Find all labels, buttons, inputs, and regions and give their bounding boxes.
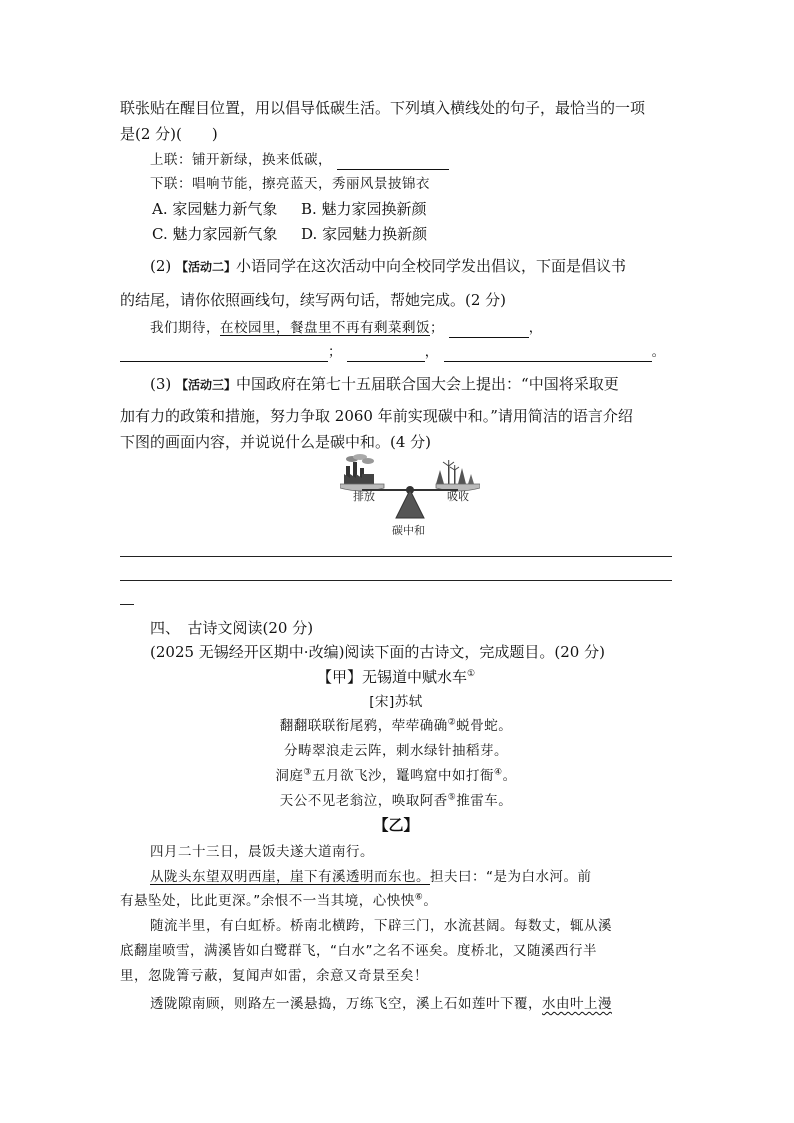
prose-line-3 <box>120 891 672 911</box>
option-b[interactable]: B. 魅力家园换新颜 <box>300 200 427 218</box>
carbon-neutrality-figure <box>340 452 480 542</box>
poem-title-note: ① <box>466 669 476 679</box>
figure-caption: 碳中和 <box>392 524 425 537</box>
poem-author: [宋]苏轼 <box>369 694 423 710</box>
section-source: (2025 无锡经开区期中·改编)阅读下面的古诗文，完成题目。(20 分) <box>150 643 605 661</box>
q2-text-1: 小语同学在这次活动中向全校同学发出倡议，下面是倡议书 <box>236 257 627 275</box>
q2-number: (2) <box>150 257 172 275</box>
section-heading: 四、 古诗文阅读(20 分) <box>150 619 314 637</box>
prose-line-3-a: 有悬坠处，比此更深。”余恨不一当其境，心怏怏 <box>120 893 415 909</box>
answer-line-2[interactable] <box>120 580 672 581</box>
poem-note-2: ② <box>447 717 457 728</box>
poem-title <box>120 667 672 687</box>
q2-period: 。 <box>651 344 666 360</box>
q3-activity-tag: 【活动三】 <box>176 378 237 392</box>
poem-line-1-a: 翻翻联联衔尾鸦，荦荦确确 <box>279 718 448 734</box>
option-d[interactable]: D. 家园魅力换新颜 <box>301 225 428 243</box>
question-intro-line-2: 是(2 分)( ) <box>120 125 218 143</box>
prose-line-7-a: 透陇隙南顾，则路左一溪悬捣，万练飞空，溪上石如莲叶下覆， <box>150 996 542 1012</box>
option-a[interactable]: A. 家园魅力新气象 <box>152 200 278 218</box>
q2-answer-line-1 <box>150 318 672 338</box>
q2-underlined-sentence: 在校园里，餐盘里不再有剩菜剩饭 <box>220 320 430 336</box>
answer-line-1[interactable] <box>120 556 672 557</box>
q3-number: (3) <box>150 375 172 393</box>
q2-prefix: 我们期待， <box>150 320 220 336</box>
factory-icon <box>344 454 374 484</box>
q2-line-2: 的结尾，请你依照画线句，续写两句话，帮她完成。(2 分) <box>120 291 507 309</box>
q3-line-3: 下图的画面内容，并说说什么是碳中和。(4 分) <box>120 433 432 451</box>
poem-line-4 <box>120 791 672 811</box>
poem-line-3-c: 。 <box>502 768 517 784</box>
figure-left-label: 排放 <box>353 490 375 503</box>
prose-line-3-b: 。 <box>423 893 438 909</box>
poem-line-3-b: 五月欲飞沙，鼍鸣窟中如打衙 <box>312 768 494 784</box>
poem-note-4: ④ <box>494 767 503 778</box>
poem-note-3: ③ <box>303 767 312 778</box>
option-row-1 <box>152 199 704 219</box>
q2-semicolon-1: ； <box>430 320 444 336</box>
poem-line-3 <box>120 766 672 786</box>
prose-underlined-sentence: 从陇头东望双明西崖，崖下有溪透明而东也。 <box>150 869 430 885</box>
q3-line-1 <box>150 374 672 395</box>
figure-right-label: 吸收 <box>447 490 469 503</box>
q3-line-2: 加有力的政策和措施，努力争取 2060 年前实现碳中和。”请用简洁的语言介绍 <box>120 407 633 425</box>
option-row-2 <box>152 224 704 244</box>
q2-line-1 <box>150 256 672 277</box>
couplet-upper <box>150 150 672 170</box>
answer-line-3[interactable] <box>120 604 134 605</box>
tree-icon <box>436 460 474 484</box>
option-c[interactable]: C. 魅力家园新气象 <box>152 225 278 243</box>
q2-blank-4[interactable] <box>444 345 652 362</box>
prose-note-6: ⑥ <box>414 892 424 903</box>
poem-line-4-a: 天公不见老翁泣，唤取阿香 <box>279 793 448 809</box>
question-intro-line-1: 联张贴在醒目位置，用以倡导低碳生活。下列填入横线处的句子，最恰当的一项 <box>120 99 646 117</box>
q2-semicolon-2: ； <box>328 344 342 360</box>
poem-title-text: 【甲】无锡道中赋水车 <box>316 668 467 686</box>
couplet-blank[interactable] <box>337 153 449 170</box>
poem-line-2: 分畴翠浪走云阵，刺水绿针抽稻芽。 <box>284 743 508 759</box>
q3-text-1: 中国政府在第七十五届联合国大会上提出：“中国将采取更 <box>236 375 619 393</box>
q2-blank-1[interactable] <box>449 321 529 338</box>
prose-line-4: 随流半里，有白虹桥。桥南北横跨，下辟三门，水流甚阔。每数丈，辄从溪 <box>150 918 612 934</box>
q2-blank-3[interactable] <box>347 345 425 362</box>
prose-wavy-underlined: 水由叶上漫 <box>542 996 612 1012</box>
poem-note-5: ⑤ <box>447 792 457 803</box>
prose-title: 【乙】 <box>373 816 419 834</box>
poem-line-1 <box>120 716 672 736</box>
couplet-lower: 下联：唱响节能，擦亮蓝天，秀丽风景披锦衣 <box>150 176 430 192</box>
prose-line-7 <box>150 994 672 1014</box>
prose-line-6: 里，忽陇箐亏蔽，复闻声如雷，余意又奇景至矣！ <box>120 968 428 984</box>
prose-line-1: 四月二十三日，晨饭夫遂大道南行。 <box>150 844 374 860</box>
poem-line-4-b: 推雷车。 <box>456 793 513 809</box>
q2-answer-line-2 <box>120 342 672 362</box>
q2-blank-2[interactable] <box>120 345 328 362</box>
prose-line-2-rest: 担夫曰：“是为白水河。前 <box>430 869 592 885</box>
q2-activity-tag: 【活动二】 <box>176 260 237 274</box>
q2-comma-2: ， <box>424 344 439 360</box>
prose-line-2 <box>150 867 672 887</box>
q2-comma-1: ， <box>528 320 543 336</box>
poem-line-3-a: 洞庭 <box>275 768 304 784</box>
poem-line-1-b: 蜕骨蛇。 <box>456 718 513 734</box>
prose-line-5: 底翻崖喷雪，满溪皆如白鹭群飞，“白水”之名不诬矣。度桥北，又随溪西行半 <box>120 943 597 959</box>
couplet-upper-text: 上联：铺开新绿，换来低碳， <box>150 152 332 168</box>
